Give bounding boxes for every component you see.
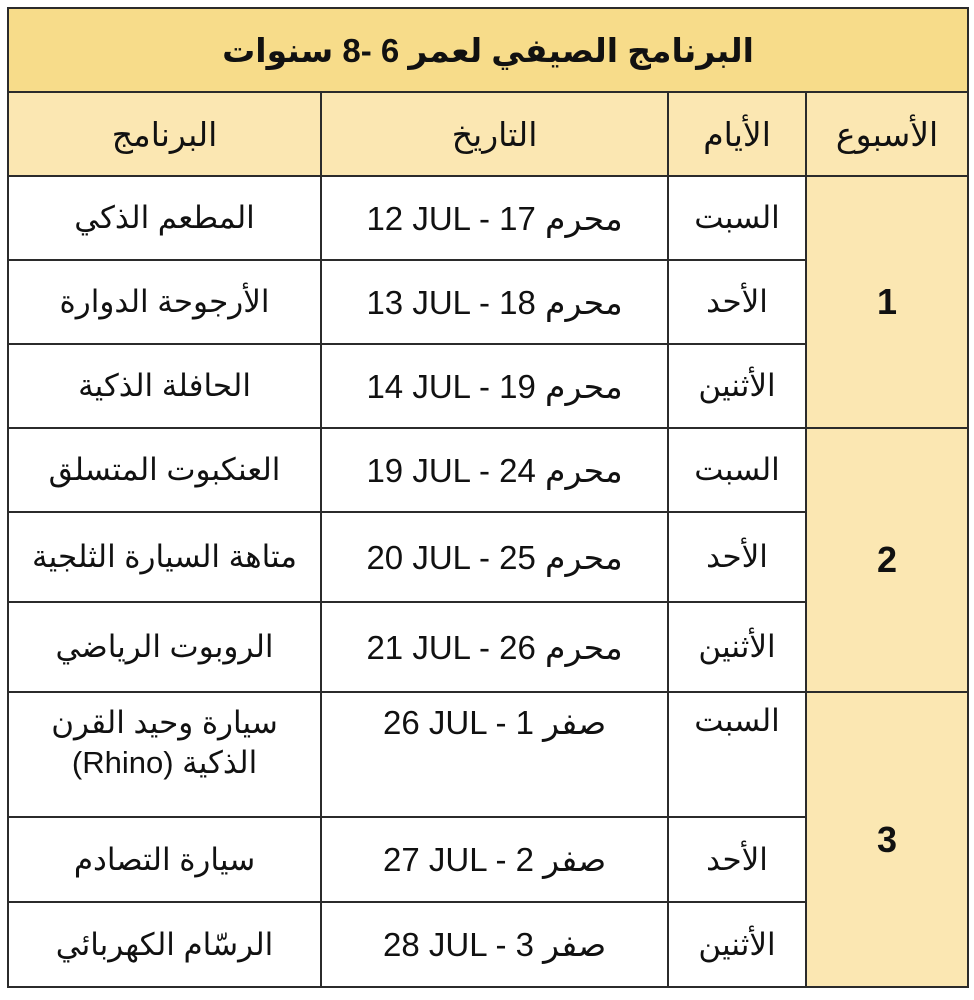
- date-cell: 12 JUL - محرم 17: [321, 176, 668, 260]
- header-date: التاريخ: [321, 92, 668, 176]
- table-row: [8, 428, 968, 512]
- program-cell: الحافلة الذكية: [8, 344, 321, 428]
- day-cell: الأثنين: [668, 344, 806, 428]
- day-cell: الأثنين: [668, 902, 806, 987]
- date-cell: 28 JUL - صفر 3: [321, 902, 668, 987]
- program-cell: سيارة التصادم: [8, 817, 321, 902]
- header-program: البرنامج: [8, 92, 321, 176]
- week-number: 1: [806, 176, 968, 428]
- table-title: البرنامج الصيفي لعمر 6 -8 سنوات: [8, 8, 968, 92]
- date-cell: 27 JUL - صفر 2: [321, 817, 668, 902]
- date-cell: 14 JUL - محرم 19: [321, 344, 668, 428]
- program-cell: الأرجوحة الدوارة: [8, 260, 321, 344]
- program-cell: متاهة السيارة الثلجية: [8, 512, 321, 602]
- day-cell: الأحد: [668, 260, 806, 344]
- header-week: الأسبوع: [806, 92, 968, 176]
- summer-program-table: [7, 7, 969, 988]
- program-cell: الروبوت الرياضي: [8, 602, 321, 692]
- day-cell: السبت: [668, 428, 806, 512]
- title-row: [8, 8, 968, 92]
- day-cell: الأحد: [668, 512, 806, 602]
- program-cell: العنكبوت المتسلق: [8, 428, 321, 512]
- day-cell: الأحد: [668, 817, 806, 902]
- table-row: [8, 692, 968, 817]
- week-number: 3: [806, 692, 968, 987]
- date-cell: 20 JUL - محرم 25: [321, 512, 668, 602]
- table-row: [8, 176, 968, 260]
- date-cell: 26 JUL - صفر 1: [321, 692, 668, 817]
- program-cell: المطعم الذكي: [8, 176, 321, 260]
- program-cell: الرسّام الكهربائي: [8, 902, 321, 987]
- date-cell: 19 JUL - محرم 24: [321, 428, 668, 512]
- date-cell: 13 JUL - محرم 18: [321, 260, 668, 344]
- date-cell: 21 JUL - محرم 26: [321, 602, 668, 692]
- day-cell: السبت: [668, 692, 806, 817]
- program-cell: سيارة وحيد القرن الذكية (Rhino): [8, 692, 321, 817]
- header-days: الأيام: [668, 92, 806, 176]
- header-row: [8, 92, 968, 176]
- day-cell: الأثنين: [668, 602, 806, 692]
- week-number: 2: [806, 428, 968, 692]
- day-cell: السبت: [668, 176, 806, 260]
